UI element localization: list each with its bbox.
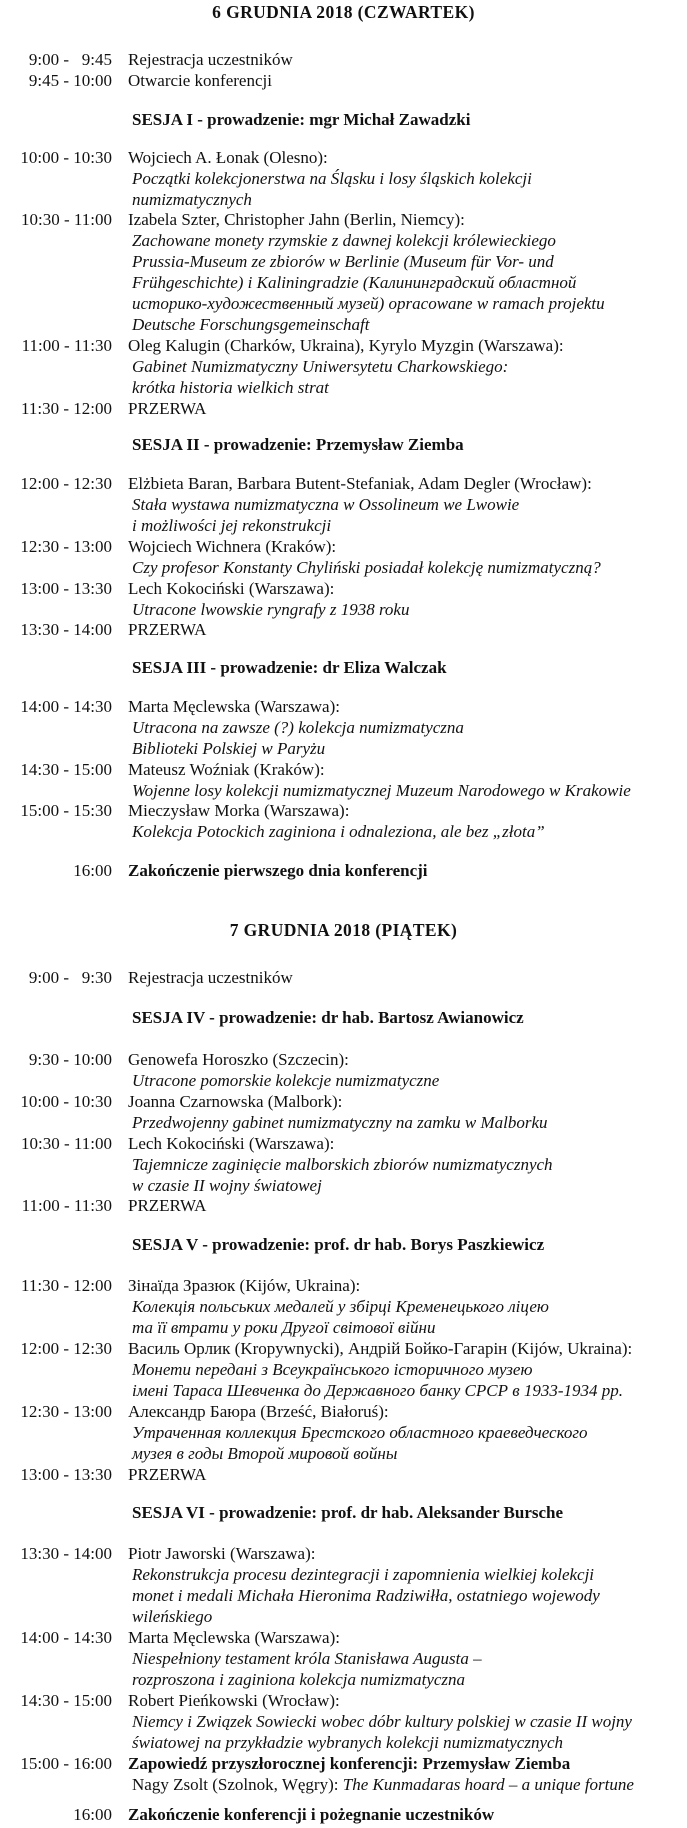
speaker: Василь Орлик (Kropywnycki), Андрій Бойко-Гагарін (Kijów, Ukraina): — [128, 1339, 633, 1358]
talk-title: Gabinet Numizmatyczny Uniwersytetu Charkowskiego: — [132, 357, 509, 376]
talk-title: Kolekcja Potockich zaginiona i odnaleziona, ale bez „złota” — [132, 822, 545, 841]
session-4-title: SESJA IV - prowadzenie: dr hab. Bartosz Awianowicz — [132, 1008, 524, 1027]
talk-title: Utracone pomorskie kolekcje numizmatyczne — [132, 1071, 440, 1090]
talk-row — [0, 1544, 687, 1566]
talk-title: Początki kolekcjonerstwa na Śląsku i losy śląskich kolekcji — [132, 169, 532, 188]
talk-row — [0, 210, 687, 232]
talk-title: Frühgeschichte) i Kaliningradzie (Калининградский областной — [132, 273, 577, 292]
speaker: Mateusz Woźniak (Kraków): — [128, 760, 325, 779]
break-label: PRZERWA — [128, 1465, 207, 1484]
speaker: Genowefa Horoszko (Szczecin): — [128, 1050, 349, 1069]
talk-title: та її втрати у роки Другої світової війни — [132, 1318, 436, 1337]
talk-row — [0, 1402, 687, 1424]
talk-row — [0, 148, 687, 170]
speaker: Marta Męclewska (Warszawa): — [128, 1628, 340, 1647]
speaker: Elżbieta Baran, Barbara Butent-Stefaniak, Adam Degler (Wrocław): — [128, 474, 592, 493]
time-label: 14:00 - 14:30 — [20, 1628, 112, 1647]
time-label: 14:30 - 15:00 — [20, 760, 112, 779]
talk-title: The Kunmadaras hoard – a unique fortune — [342, 1775, 634, 1794]
schedule-row — [0, 71, 687, 93]
row-label: Rejestracja uczestników — [128, 968, 293, 987]
session-5-title: SESJA V - prowadzenie: prof. dr hab. Borys Paszkiewicz — [132, 1235, 545, 1254]
break-label: PRZERWA — [128, 399, 207, 418]
talk-row — [0, 1050, 687, 1072]
time-label: 16:00 — [73, 1805, 112, 1824]
time-label: 9:30 - 10:00 — [28, 1050, 112, 1069]
additional-talk — [132, 1775, 634, 1795]
time-label: 11:00 - 11:30 — [21, 336, 112, 355]
speaker: Александр Баюра (Brześć, Białoruś): — [128, 1402, 389, 1421]
time-label: 11:30 - 12:00 — [21, 1276, 112, 1295]
talk-title: Stała wystawa numizmatyczna w Ossolineum we Lwowie — [132, 495, 520, 514]
talk-title: Niespełniony testament króla Stanisława Augusta – — [132, 1649, 482, 1668]
closing-row — [0, 1805, 687, 1827]
time-label: 12:30 - 13:00 — [20, 537, 112, 556]
speaker: Wojciech A. Łonak (Olesno): — [128, 148, 328, 167]
talk-title: імені Тараса Шевченка до Державного банку СРСР в 1933-1934 рр. — [132, 1381, 624, 1400]
talk-row — [0, 697, 687, 719]
time-label: 11:00 - 11:30 — [21, 1196, 112, 1215]
talk-row — [0, 336, 687, 358]
talk-title: Монети передані з Всеукраїнського історичного музею — [132, 1360, 533, 1379]
speaker: Wojciech Wichnera (Kraków): — [128, 537, 337, 556]
talk-title: Przedwojenny gabinet numizmatyczny na zamku w Malborku — [132, 1113, 548, 1132]
talk-title: Utracona na zawsze (?) kolekcja numizmatyczna — [132, 718, 464, 737]
time-label: 15:00 - 16:00 — [20, 1754, 112, 1773]
talk-row — [0, 1134, 687, 1156]
talk-row — [0, 801, 687, 823]
talk-title: Tajemnicze zaginięcie malborskich zbiorów numizmatycznych — [132, 1155, 553, 1174]
time-label: 10:30 - 11:00 — [21, 1134, 112, 1153]
break-label: PRZERWA — [128, 620, 207, 639]
row-label: Rejestracja uczestników — [128, 50, 293, 69]
speaker: Piotr Jaworski (Warszawa): — [128, 1544, 316, 1563]
talk-title: Biblioteki Polskiej w Paryżu — [132, 739, 326, 758]
time-label: 10:30 - 11:00 — [21, 210, 112, 229]
closing-label: Zakończenie pierwszego dnia konferencji — [128, 861, 428, 880]
talk-title: Колекція польських медалей у збірці Кременецького ліцею — [132, 1297, 549, 1316]
time-label: 10:00 - 10:30 — [20, 148, 112, 167]
speaker: Oleg Kalugin (Charków, Ukraina), Kyrylo Myzgin (Warszawa): — [128, 336, 564, 355]
time-label: 16:00 — [73, 861, 112, 880]
talk-title: Utracone lwowskie ryngrafy z 1938 roku — [132, 600, 410, 619]
schedule-row — [0, 50, 687, 72]
break-label: PRZERWA — [128, 1196, 207, 1215]
talk-title: rozproszona i zaginiona kolekcja numizmatyczna — [132, 1670, 466, 1689]
speaker: Зінаїда Зразюк (Kijów, Ukraina): — [128, 1276, 361, 1295]
talk-title: w czasie II wojny światowej — [132, 1176, 322, 1195]
day1-heading: 6 GRUDNIA 2018 (CZWARTEK) — [212, 2, 475, 22]
session-2-title: SESJA II - prowadzenie: Przemysław Ziemba — [132, 435, 464, 454]
time-label: 13:00 - 13:30 — [20, 1465, 112, 1484]
talk-row — [0, 1276, 687, 1298]
speaker: Nagy Zsolt (Szolnok, Węgry): — [132, 1775, 343, 1794]
talk-title: monet i medali Michała Hieronima Radziwiłła, ostatniego wojewody — [132, 1586, 600, 1605]
row-label: Otwarcie konferencji — [128, 71, 272, 90]
schedule-row — [0, 968, 687, 990]
talk-row — [0, 474, 687, 496]
talk-title: wileńskiego — [132, 1607, 213, 1626]
talk-title: Rekonstrukcja procesu dezintegracji i zapomnienia wielkiej kolekcji — [132, 1565, 595, 1584]
talk-title: i możliwości jej rekonstrukcji — [132, 516, 332, 535]
talk-title: numizmatycznych — [132, 190, 252, 209]
talk-title: Niemcy i Związek Sowiecki wobec dóbr kultury polskiej w czasie II wojny — [132, 1712, 632, 1731]
time-label: 13:30 - 14:00 — [20, 1544, 112, 1563]
time-label: 9:00 - 9:30 — [28, 968, 112, 987]
time-label: 12:00 - 12:30 — [20, 474, 112, 493]
closing-row — [0, 861, 687, 883]
speaker: Marta Męclewska (Warszawa): — [128, 697, 340, 716]
talk-row — [0, 579, 687, 601]
closing-label: Zakończenie konferencji i pożegnanie uczestników — [128, 1805, 495, 1824]
session-1-title: SESJA I - prowadzenie: mgr Michał Zawadzki — [132, 110, 471, 129]
talk-row — [0, 1628, 687, 1650]
talk-title: Czy profesor Konstanty Chyliński posiadał kolekcję numizmatyczną? — [132, 558, 601, 577]
talk-row — [0, 1092, 687, 1114]
time-label: 9:00 - 9:45 — [28, 50, 112, 69]
day2-heading: 7 GRUDNIA 2018 (PIĄTEK) — [229, 920, 458, 940]
time-label: 12:00 - 12:30 — [20, 1339, 112, 1358]
time-label: 14:00 - 14:30 — [20, 697, 112, 716]
time-label: 13:00 - 13:30 — [20, 579, 112, 598]
time-label: 13:30 - 14:00 — [20, 620, 112, 639]
talk-title: Prussia-Museum ze zbiorów w Berlinie (Museum für Vor- und — [132, 252, 554, 271]
talk-title: krótka historia wielkich strat — [132, 378, 329, 397]
talk-title: Zachowane monety rzymskie z dawnej kolekcji królewieckiego — [132, 231, 556, 250]
time-label: 15:00 - 15:30 — [20, 801, 112, 820]
talk-row — [0, 537, 687, 559]
break-row — [0, 620, 687, 642]
talk-row — [0, 1691, 687, 1713]
time-label: 10:00 - 10:30 — [20, 1092, 112, 1111]
break-row — [0, 1465, 687, 1487]
speaker: Robert Pieńkowski (Wrocław): — [128, 1691, 340, 1710]
talk-row — [0, 1339, 687, 1361]
speaker: Lech Kokociński (Warszawa): — [128, 579, 335, 598]
talk-row — [0, 1754, 687, 1776]
talk-title: Утраченная коллекция Брестского областного краеведческого — [132, 1423, 588, 1442]
speaker: Izabela Szter, Christopher Jahn (Berlin, Niemcy): — [128, 210, 465, 229]
speaker: Zapowiedź przyszłorocznej konferencji: Przemysław Ziemba — [128, 1754, 571, 1773]
talk-title: Wojenne losy kolekcji numizmatycznej Muzeum Narodowego w Krakowie — [132, 781, 631, 800]
talk-title: światowej na przykładzie wybranych kolekcji numizmatycznych — [132, 1733, 564, 1752]
speaker: Lech Kokociński (Warszawa): — [128, 1134, 335, 1153]
break-row — [0, 399, 687, 421]
talk-title: историко-художественный музей) opracowane w ramach projektu — [132, 294, 605, 313]
time-label: 11:30 - 12:00 — [21, 399, 112, 418]
session-6-title: SESJA VI - prowadzenie: prof. dr hab. Aleksander Bursche — [132, 1503, 564, 1522]
talk-title: Deutsche Forschungsgemeinschaft — [132, 315, 370, 334]
talk-title: музея в годы Второй мировой войны — [132, 1444, 398, 1463]
break-row — [0, 1196, 687, 1218]
speaker: Joanna Czarnowska (Malbork): — [128, 1092, 343, 1111]
speaker: Mieczysław Morka (Warszawa): — [128, 801, 350, 820]
time-label: 12:30 - 13:00 — [20, 1402, 112, 1421]
time-label: 14:30 - 15:00 — [20, 1691, 112, 1710]
talk-row — [0, 760, 687, 782]
time-label: 9:45 - 10:00 — [28, 71, 112, 90]
session-3-title: SESJA III - prowadzenie: dr Eliza Walczak — [132, 658, 447, 677]
